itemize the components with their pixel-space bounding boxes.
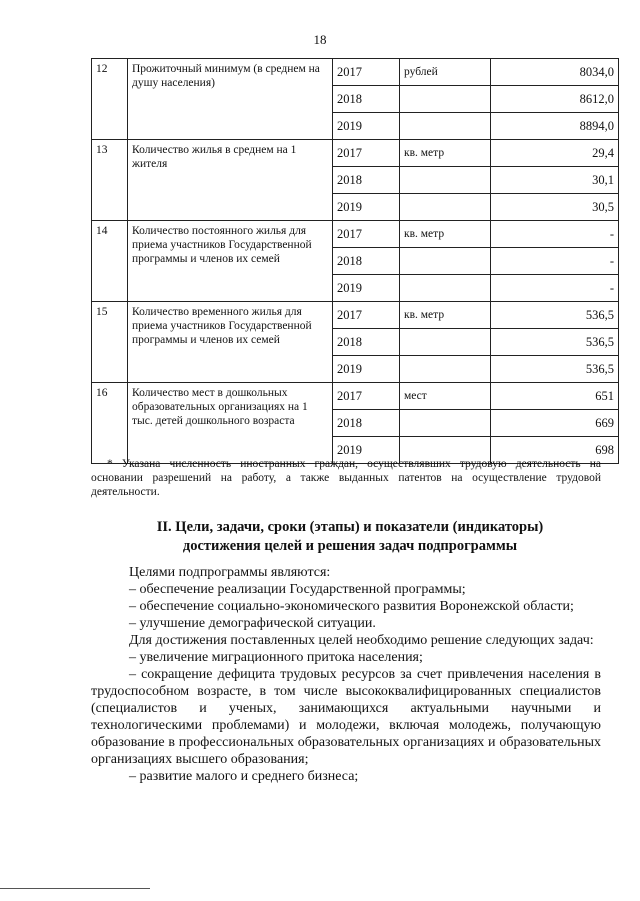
- paragraph: – увеличение миграционного притока населения;: [129, 650, 423, 665]
- value-cell: 8034,0: [491, 59, 619, 86]
- unit-cell: [400, 410, 491, 437]
- year-cell: 2017: [333, 59, 400, 86]
- year-cell: 2017: [333, 221, 400, 248]
- table-row: [92, 140, 619, 167]
- paragraph: Целями подпрограммы являются:: [129, 565, 331, 580]
- section-body: [91, 564, 601, 785]
- year-cell: 2018: [333, 410, 400, 437]
- unit-cell: кв. метр: [400, 302, 491, 329]
- indicator-name: Количество постоянного жилья для приема участников Государственной программы и членов их семей: [128, 221, 333, 302]
- row-number: 15: [92, 302, 128, 383]
- indicator-name: Количество жилья в среднем на 1 жителя: [128, 140, 333, 221]
- value-cell: -: [491, 248, 619, 275]
- bottom-rule: [0, 888, 150, 889]
- year-cell: 2018: [333, 167, 400, 194]
- indicator-name: Прожиточный минимум (в среднем на душу населения): [128, 59, 333, 140]
- row-number: 13: [92, 140, 128, 221]
- value-cell: 536,5: [491, 356, 619, 383]
- year-cell: 2018: [333, 248, 400, 275]
- page-number: 18: [313, 32, 327, 47]
- row-number: 16: [92, 383, 128, 464]
- unit-cell: рублей: [400, 59, 491, 86]
- value-cell: 651: [491, 383, 619, 410]
- footnote: [91, 457, 601, 499]
- unit-cell: [400, 329, 491, 356]
- unit-cell: [400, 194, 491, 221]
- year-cell: 2019: [333, 113, 400, 140]
- unit-cell: [400, 86, 491, 113]
- table-row: [92, 59, 619, 86]
- value-cell: 30,5: [491, 194, 619, 221]
- unit-cell: кв. метр: [400, 221, 491, 248]
- indicators-table: [91, 58, 619, 464]
- paragraph: – развитие малого и среднего бизнеса;: [129, 769, 359, 784]
- paragraph: – сокращение дефицита трудовых ресурсов за счет привлечения населения в трудоспособном возрасте, в том числе высококвалифицированных специалистов (специалистов и ученых, занимающихся актуальными научными и технологическими проблемами) и молодежи, включая молодежь, получающую образование в профессиональных образовательных организациях и образовательных организациях высшего образования;: [91, 667, 601, 767]
- value-cell: 669: [491, 410, 619, 437]
- value-cell: 30,1: [491, 167, 619, 194]
- unit-cell: [400, 248, 491, 275]
- paragraph: Для достижения поставленных целей необходимо решение следующих задач:: [129, 633, 594, 648]
- unit-cell: мест: [400, 383, 491, 410]
- footnote-text: * Указана численность иностранных граждан, осуществлявших трудовую деятельность на основании разрешений на работу, а также выданных патентов на осуществление трудовой деятельности.: [91, 458, 601, 498]
- value-cell: 8612,0: [491, 86, 619, 113]
- table-row: [92, 383, 619, 410]
- row-number: 14: [92, 221, 128, 302]
- paragraph: – обеспечение социально-экономического развития Воронежской области;: [129, 599, 574, 614]
- year-cell: 2017: [333, 383, 400, 410]
- year-cell: 2018: [333, 329, 400, 356]
- year-cell: 2019: [333, 194, 400, 221]
- year-cell: 2019: [333, 275, 400, 302]
- value-cell: -: [491, 275, 619, 302]
- paragraph: – улучшение демографической ситуации.: [129, 616, 376, 631]
- table-row: [92, 221, 619, 248]
- table-row: [92, 302, 619, 329]
- unit-cell: [400, 113, 491, 140]
- unit-cell: [400, 275, 491, 302]
- unit-cell: кв. метр: [400, 140, 491, 167]
- year-cell: 2019: [333, 356, 400, 383]
- year-cell: 2017: [333, 140, 400, 167]
- value-cell: 8894,0: [491, 113, 619, 140]
- unit-cell: [400, 167, 491, 194]
- value-cell: 536,5: [491, 302, 619, 329]
- paragraph: – обеспечение реализации Государственной программы;: [129, 582, 466, 597]
- year-cell: 2019: [333, 437, 400, 464]
- value-cell: 698: [491, 437, 619, 464]
- section-heading-line-1: II. Цели, задачи, сроки (этапы) и показатели (индикаторы): [156, 519, 544, 535]
- year-cell: 2017: [333, 302, 400, 329]
- indicator-name: Количество мест в дошкольных образовательных организациях на 1 тыс. детей дошкольного возраста: [128, 383, 333, 464]
- year-cell: 2018: [333, 86, 400, 113]
- value-cell: 29,4: [491, 140, 619, 167]
- section-heading: [60, 518, 640, 556]
- section-heading-line-2: достижения целей и решения задач подпрограммы: [182, 538, 518, 554]
- value-cell: 536,5: [491, 329, 619, 356]
- unit-cell: [400, 356, 491, 383]
- indicator-name: Количество временного жилья для приема участников Государственной программы и членов их семей: [128, 302, 333, 383]
- value-cell: -: [491, 221, 619, 248]
- row-number: 12: [92, 59, 128, 140]
